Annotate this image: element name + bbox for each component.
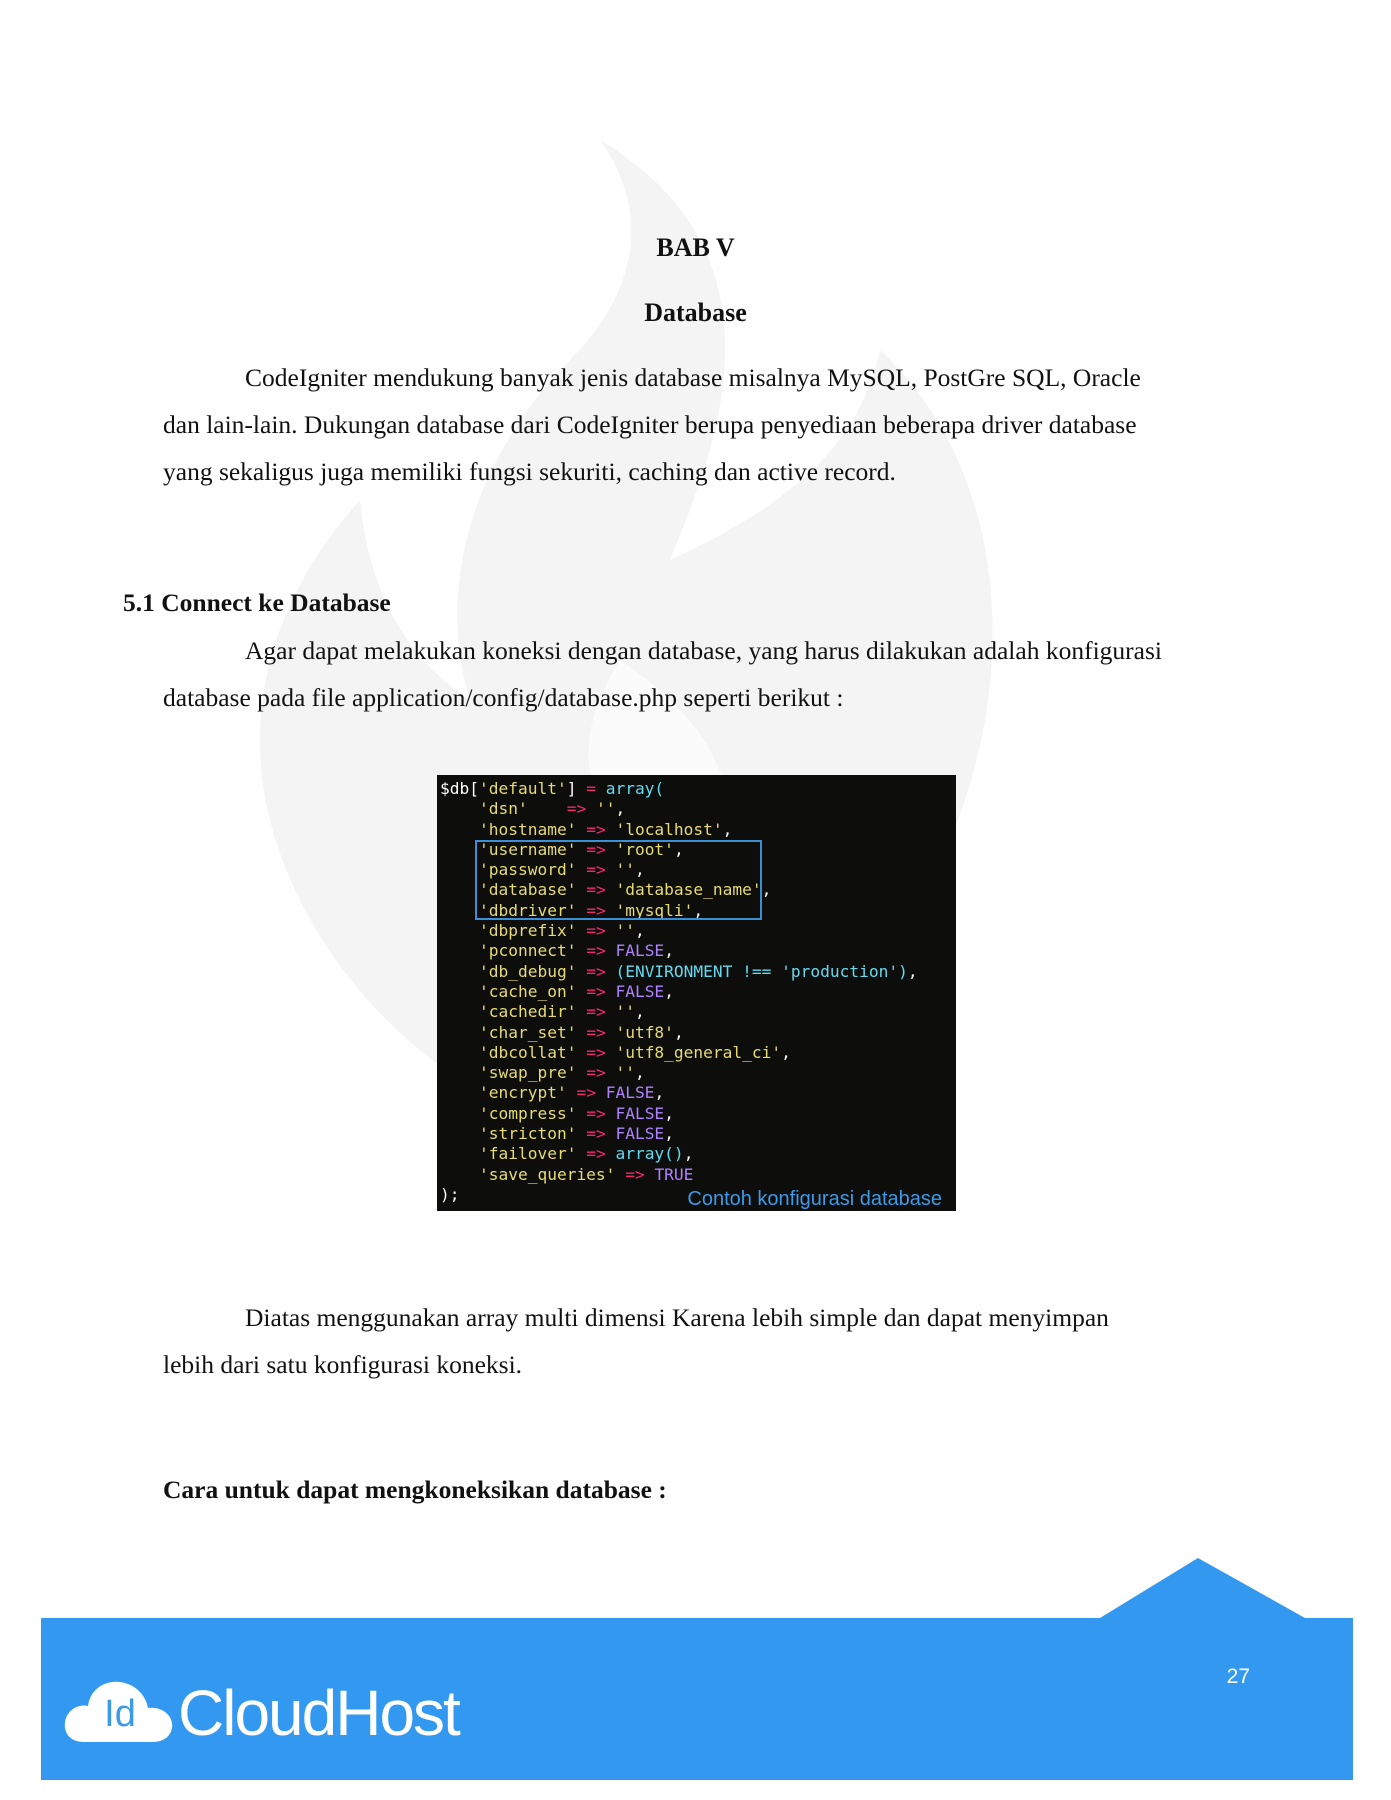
code-entry-end: , — [664, 941, 674, 961]
code-arrow: => — [586, 860, 606, 880]
code-entry-key: 'cache_on' — [478, 981, 577, 1001]
code-entry-value: 'localhost' — [615, 819, 723, 839]
code-entry-value: 'root' — [615, 839, 674, 859]
code-entry-value: FALSE — [615, 1124, 665, 1144]
code-caption: Contoh konfigurasi database — [687, 1187, 942, 1210]
chapter-title: Database — [644, 298, 747, 327]
code-entry-end: , — [693, 900, 704, 920]
code-entry-end: , — [664, 1103, 674, 1123]
intro-line-2: dan lain-lain. Dukungan database dari CodeIgniter berupa penyediaan beberapa driver database — [163, 410, 1137, 439]
code-entry-end: , — [664, 1124, 674, 1144]
code-entry-key: 'stricton' — [478, 1124, 577, 1144]
code-close: ); — [440, 1184, 460, 1204]
code-arrow: => — [586, 1002, 606, 1022]
code-entry-value: FALSE — [605, 1083, 655, 1103]
code-entry-key: 'db_debug' — [478, 961, 577, 981]
code-entry-key: 'failover' — [478, 1144, 577, 1164]
code-arrow: => — [586, 981, 606, 1001]
code-entry-value: array() — [615, 1144, 684, 1164]
code-arrow: => — [586, 961, 606, 981]
code-entry-key: 'save_queries' — [478, 1164, 616, 1184]
code-entry-end: , — [722, 819, 733, 839]
section-heading: 5.1 Connect ke Database — [123, 588, 391, 617]
code-arrow: => — [586, 880, 606, 900]
code-entry-key: 'cachedir' — [478, 1002, 577, 1022]
code-line — [440, 1144, 956, 1164]
code-entry-value: '' — [615, 1063, 635, 1083]
code-entry-end: , — [615, 799, 626, 819]
code-entry-pad — [528, 799, 557, 818]
code-entry-key: 'pconnect' — [478, 941, 577, 961]
chapter-number: BAB V — [656, 233, 735, 262]
code-arrow: => — [586, 1124, 606, 1144]
code-function: array( — [605, 779, 665, 798]
code-line — [440, 962, 956, 982]
page-number: 27 — [1226, 1665, 1250, 1688]
code-entry-value: 'utf8_general_ci' — [615, 1042, 782, 1062]
subheading: Cara untuk dapat mengkoneksikan database : — [163, 1475, 667, 1504]
code-arrow: => — [576, 1083, 596, 1103]
code-line — [440, 941, 956, 961]
brand-name: CloudHost — [178, 1677, 459, 1749]
code-screenshot — [437, 775, 956, 1211]
code-entry-value: 'mysqli' — [615, 900, 694, 920]
code-entry-end: , — [634, 921, 645, 941]
code-entry-value: 'database_name' — [615, 880, 762, 900]
code-entry-end: , — [664, 981, 674, 1001]
code-line — [440, 1023, 956, 1043]
code-entry-end: , — [907, 961, 918, 981]
highlight-box — [475, 840, 762, 920]
code-entry-end: , — [634, 1063, 645, 1083]
code-bracket: ] — [566, 779, 577, 798]
code-arrow: => — [625, 1164, 645, 1184]
code-entry-value: TRUE — [654, 1164, 694, 1184]
explanation-line-1: Diatas menggunakan array multi dimensi Karena lebih simple dan dapat menyimpan — [245, 1303, 1109, 1332]
code-arrow: => — [586, 1042, 606, 1062]
code-entry-end: , — [683, 1144, 694, 1164]
code-entry-key: 'dbcollat' — [478, 1042, 577, 1062]
code-entry-key: 'password' — [478, 860, 577, 880]
intro-line-1: CodeIgniter mendukung banyak jenis database misalnya MySQL, PostGre SQL, Oracle — [245, 363, 1141, 392]
code-line — [440, 1165, 956, 1185]
code-key: 'default' — [478, 779, 567, 798]
code-arrow: => — [586, 1103, 606, 1123]
code-entry-value: '' — [615, 921, 635, 941]
code-entry-value: FALSE — [615, 1103, 665, 1123]
code-arrow: => — [586, 1063, 606, 1083]
code-entry-end: , — [761, 880, 772, 900]
code-arrow: => — [586, 941, 606, 961]
code-arrow: => — [586, 921, 606, 941]
code-entry-key: 'database' — [478, 880, 577, 900]
code-entry-key: 'dsn' — [478, 799, 528, 819]
explanation-paragraph — [163, 1294, 1223, 1388]
code-line-open — [440, 779, 956, 799]
intro-line-3: yang sekaligus juga memiliki fungsi sekuriti, caching dan active record. — [163, 457, 896, 486]
code-arrow: => — [566, 799, 587, 819]
section-line-2: database pada file application/config/database.php seperti berikut : — [163, 683, 844, 712]
code-arrow: => — [586, 1022, 606, 1042]
code-entry-value: '' — [615, 860, 635, 880]
code-line — [440, 1124, 956, 1144]
code-line — [440, 982, 956, 1002]
code-entry-key: 'char_set' — [478, 1022, 577, 1042]
code-operator: = — [586, 779, 596, 798]
code-entry-value: '' — [595, 799, 616, 819]
code-entry-value: FALSE — [615, 941, 665, 961]
code-var: $db[ — [440, 779, 479, 798]
code-entry-end: , — [673, 839, 684, 859]
code-entry-end: , — [634, 1002, 645, 1022]
footer-band — [0, 1540, 1391, 1800]
code-arrow: => — [586, 819, 606, 839]
logo-mark: Id — [104, 1693, 136, 1735]
code-entry-end: , — [654, 1083, 665, 1103]
code-arrow: => — [586, 839, 606, 859]
code-entry-key: 'swap_pre' — [478, 1063, 577, 1083]
code-entry-value: '' — [615, 1002, 635, 1022]
section-line-1: Agar dapat melakukan koneksi dengan database, yang harus dilakukan adalah konfigurasi — [245, 636, 1162, 665]
code-line — [440, 799, 956, 819]
code-entry-key: 'compress' — [478, 1103, 577, 1123]
code-arrow: => — [586, 1144, 606, 1164]
code-line — [440, 1002, 956, 1022]
code-line — [440, 921, 956, 941]
code-arrow: => — [586, 900, 606, 920]
code-line — [440, 1083, 956, 1103]
code-entry-key: 'encrypt' — [478, 1083, 567, 1103]
code-entry-end: , — [781, 1042, 791, 1062]
code-line — [440, 1063, 956, 1083]
code-line — [440, 820, 956, 840]
code-entry-end: , — [673, 1022, 684, 1042]
code-entry-key: 'hostname' — [478, 819, 577, 839]
explanation-line-2: lebih dari satu konfigurasi koneksi. — [163, 1350, 523, 1379]
code-line — [440, 1104, 956, 1124]
code-line — [440, 1043, 956, 1063]
code-entry-end: , — [634, 860, 645, 880]
code-entry-key: 'username' — [478, 839, 577, 859]
section-paragraph — [163, 627, 1243, 721]
intro-paragraph — [163, 354, 1223, 495]
code-entry-value: (ENVIRONMENT !== 'production') — [615, 961, 908, 981]
code-entry-key: 'dbdriver' — [478, 900, 577, 920]
code-entry-key: 'dbprefix' — [478, 921, 577, 941]
code-entry-value: FALSE — [615, 981, 665, 1001]
code-entry-value: 'utf8' — [615, 1022, 674, 1042]
